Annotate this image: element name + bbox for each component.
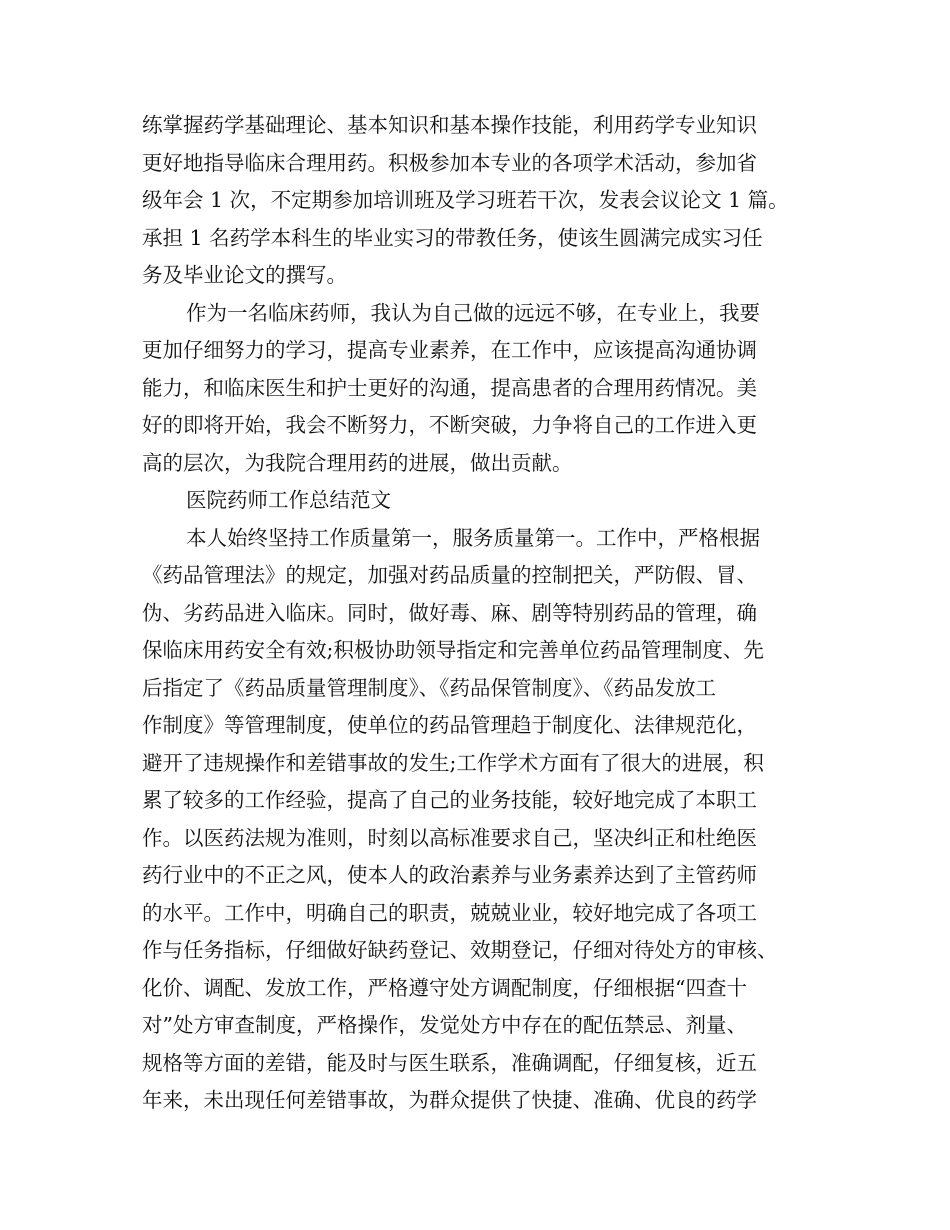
text-line: 《药品管理法》的规定，加强对药品质量的控制把关，严防假、冒、 (142, 563, 757, 587)
section-heading: 医院药师工作总结范文 (186, 488, 391, 512)
text-line: 作制度》等管理制度，使单位的药品管理趋于制度化、法律规范化， (142, 713, 757, 737)
text-line: 承担 1 名药学本科生的毕业实习的带教任务，使该生圆满完成实习任 (142, 225, 763, 250)
text-line: 作。以医药法规为准则，时刻以高标准要求自己，坚决纠正和杜绝医 (142, 825, 757, 850)
text-line: 好的即将开始，我会不断努力，不断突破，力争将自己的工作进入更 (142, 413, 757, 437)
text-line: 更加仔细努力的学习，提高专业素养，在工作中，应该提高沟通协调 (142, 338, 757, 362)
document-body (142, 107, 822, 1120)
paragraph-start-line: 本人始终坚持工作质量第一，服务质量第一。工作中，严格根据 (186, 525, 760, 550)
text-line: 高的层次，为我院合理用药的进展，做出贡献。 (142, 450, 573, 475)
text-line: 后指定了《药品质量管理制度》、《药品保管制度》、《药品发放工 (142, 675, 716, 700)
text-line: 保临床用药安全有效;积极协助领导指定和完善单位药品管理制度、先 (142, 638, 764, 662)
text-line: 化价、调配、发放工作，严格遵守处方调配制度，仔细根据“四查十 (142, 975, 747, 1000)
text-line: 的水平。工作中，明确自己的职责，兢兢业业，较好地完成了各项工 (142, 900, 757, 925)
text-line: 务及毕业论文的撰写。 (142, 263, 347, 287)
text-line: 级年会 1 次，不定期参加培训班及学习班若干次，发表会议论文 1 篇。 (142, 188, 789, 212)
text-line: 年来，未出现任何差错事故，为群众提供了快捷、准确、优良的药学 (142, 1088, 757, 1112)
text-line: 规格等方面的差错，能及时与医生联系，准确调配，仔细复核，近五 (142, 1050, 757, 1075)
paragraph-start-line: 作为一名临床药师，我认为自己做的远远不够，在专业上，我要 (186, 300, 760, 325)
text-line: 作与任务指标，仔细做好缺药登记、效期登记，仔细对待处方的审核、 (142, 938, 778, 962)
text-line: 药行业中的不正之风，使本人的政治素养与业务素养达到了主管药师 (142, 863, 757, 887)
text-line: 能力，和临床医生和护士更好的沟通，提高患者的合理用药情况。美 (142, 375, 757, 400)
text-line: 避开了违规操作和差错事故的发生;工作学术方面有了很大的进展，积 (142, 750, 764, 775)
text-line: 对”处方审查制度，严格操作，发觉处方中存在的配伍禁忌、剂量、 (142, 1013, 747, 1037)
text-line: 累了较多的工作经验，提高了自己的业务技能，较好地完成了本职工 (142, 788, 757, 812)
text-line: 练掌握药学基础理论、基本知识和基本操作技能，利用药学专业知识 (142, 113, 757, 137)
text-line: 更好地指导临床合理用药。积极参加本专业的各项学术活动，参加省 (142, 150, 757, 175)
text-line: 伪、劣药品进入临床。同时，做好毒、麻、剧等特别药品的管理，确 (142, 600, 757, 625)
